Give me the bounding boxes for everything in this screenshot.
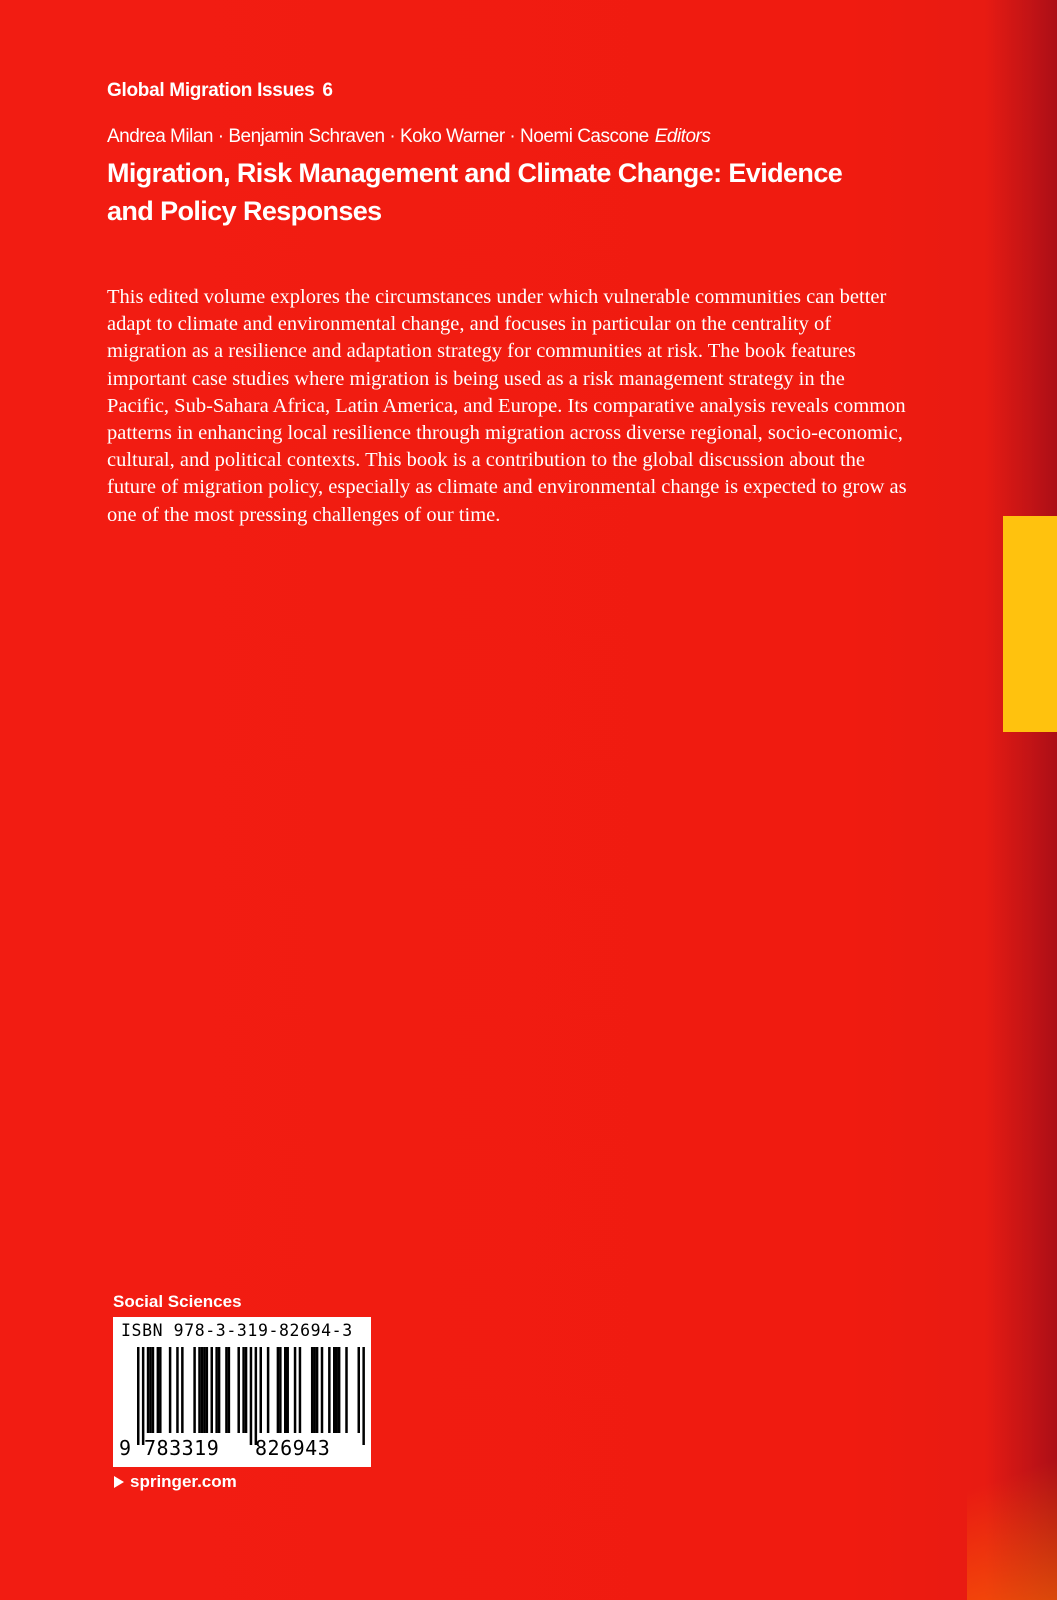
- barcode-bar-22: [245, 1347, 248, 1433]
- subject-category: Social Sciences: [113, 1292, 242, 1311]
- ean-left-group: 783319: [144, 1436, 220, 1460]
- barcode-bar-42: [358, 1347, 361, 1433]
- barcode-bar-5: [157, 1347, 160, 1433]
- barcode-bar-29: [284, 1347, 287, 1433]
- barcode-bar-13: [203, 1347, 206, 1433]
- barcode-bar-21: [242, 1347, 245, 1433]
- barcode-bar-16: [215, 1347, 218, 1433]
- barcode-bar-15: [211, 1347, 214, 1433]
- barcode-bars: [119, 1347, 365, 1445]
- series-heading: [107, 80, 333, 102]
- barcode-bar-0: [137, 1347, 140, 1445]
- barcode-bar-37: [328, 1347, 331, 1433]
- barcode-bar-19: [228, 1347, 231, 1433]
- barcode-bar-23: [250, 1347, 253, 1445]
- barcode-bar-35: [316, 1347, 319, 1433]
- editors-role: Editors: [654, 126, 711, 147]
- barcode-bar-43: [362, 1347, 365, 1445]
- barcode-bar-7: [169, 1347, 172, 1433]
- barcode-bar-12: [201, 1347, 204, 1433]
- arrow-right-icon: [114, 1476, 124, 1488]
- barcode-bar-1: [142, 1347, 145, 1445]
- barcode-bar-27: [277, 1347, 280, 1433]
- series-name: Global Migration Issues: [107, 80, 315, 101]
- barcode-bar-11: [198, 1347, 201, 1433]
- barcode-bar-40: [338, 1347, 341, 1433]
- barcode-bar-28: [279, 1347, 282, 1433]
- ean-first-digit: 9: [119, 1436, 132, 1460]
- barcode-bar-38: [333, 1347, 336, 1433]
- barcode-bar-36: [321, 1347, 324, 1433]
- barcode-bar-2: [147, 1347, 150, 1433]
- barcode-bar-20: [237, 1347, 240, 1433]
- spine-edge-shade: [987, 0, 1057, 1600]
- barcode-bar-4: [152, 1347, 155, 1433]
- barcode-bar-3: [149, 1347, 152, 1433]
- barcode-bar-8: [176, 1347, 179, 1433]
- ean-right-group: 826943: [255, 1436, 331, 1460]
- barcode-bar-10: [193, 1347, 196, 1433]
- barcode-bar-31: [294, 1347, 297, 1433]
- book-description: This edited volume explores the circumstances under which vulnerable communities can better adapt to climate and environmental change, and focuses in particular on the centrality of migration as a resilience and adaptation strategy for communities at risk. The book features important case studies where migration is being used as a risk management strategy in the Pacific, Sub-Sahara Africa, Latin America, and Europe. Its comparative analysis reveals common patterns in enhancing local resilience through migration across diverse regional, socio-economic, cultural, and political contexts. This book is a contribution to the global discussion about the future of migration policy, especially as climate and environmental change is expected to grow as one of the most pressing challenges of our time.: [107, 286, 907, 526]
- yellow-color-tab: [1003, 516, 1057, 732]
- barcode-bar-32: [299, 1347, 302, 1433]
- editor-names: Andrea Milan · Benjamin Schraven · Koko Warner · Noemi Cascone: [107, 126, 649, 147]
- corner-glow: [967, 1430, 1057, 1600]
- barcode-bar-26: [267, 1347, 270, 1433]
- barcode-bar-41: [345, 1347, 348, 1433]
- barcode-bar-18: [225, 1347, 228, 1433]
- barcode-bar-34: [313, 1347, 316, 1433]
- editors-line: [107, 126, 710, 148]
- barcode-bar-25: [260, 1347, 263, 1433]
- barcode-bar-14: [206, 1347, 209, 1433]
- publisher-url: springer.com: [130, 1472, 237, 1491]
- publisher-link[interactable]: [114, 1472, 237, 1492]
- barcode-bar-30: [286, 1347, 289, 1433]
- barcode-bar-39: [335, 1347, 338, 1433]
- barcode-bar-9: [181, 1347, 184, 1433]
- book-title: Migration, Risk Management and Climate Change: Evidence and Policy Responses: [107, 158, 843, 226]
- barcode-bar-33: [311, 1347, 314, 1433]
- barcode-bar-17: [218, 1347, 221, 1433]
- series-volume: 6: [322, 80, 333, 101]
- isbn-barcode: [113, 1317, 371, 1467]
- isbn-label: ISBN 978-3-319-82694-3: [121, 1321, 353, 1340]
- barcode-bar-24: [255, 1347, 258, 1445]
- barcode-bar-6: [159, 1347, 162, 1433]
